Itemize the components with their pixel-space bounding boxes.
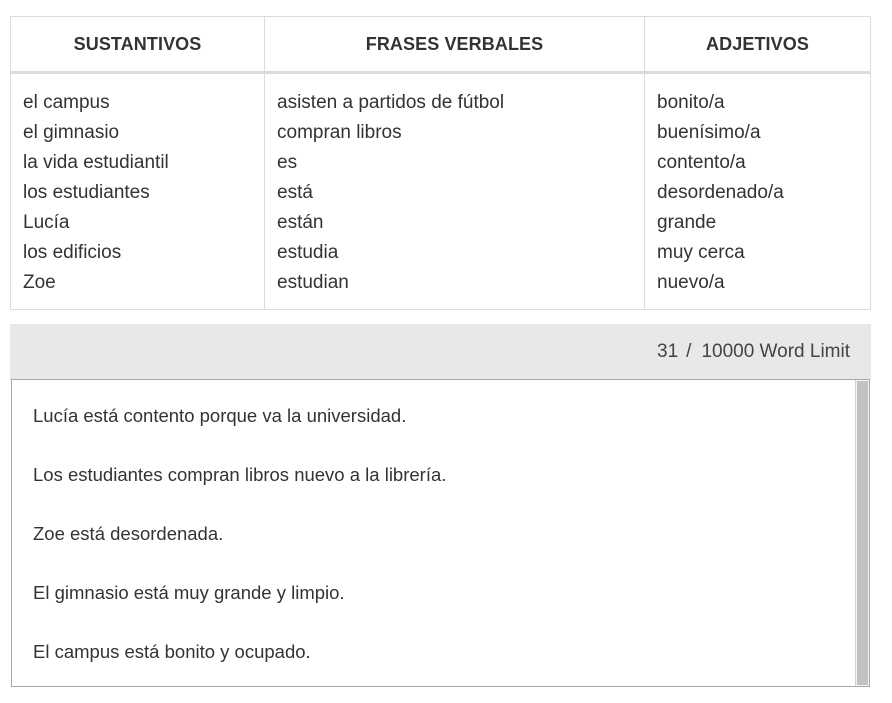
table-cell: los edificios [23,242,122,263]
vocabulary-table [10,16,871,310]
column-adjetivos [645,74,870,309]
editor-scrollbar[interactable] [855,380,869,686]
table-cell: estudian [277,272,349,293]
editor-paragraph[interactable]: Los estudiantes compran libros nuevo a la librería. [33,464,447,485]
editor-paragraph[interactable]: Zoe está desordenada. [33,523,224,544]
editor-paragraph[interactable]: Lucía está contento porque va la universidad. [33,405,407,426]
table-cell: buenísimo/a [657,122,761,143]
table-cell: están [277,212,324,233]
table-cell: contento/a [657,152,746,173]
table-cell: es [277,152,298,173]
table-cell: está [277,182,313,203]
scrollbar-thumb[interactable] [857,381,868,685]
word-limit-bar [10,324,871,380]
editor-paragraph[interactable]: El gimnasio está muy grande y limpio. [33,582,345,603]
table-cell: el campus [23,92,110,113]
table-cell: Zoe [23,272,56,293]
word-limit-label: 10000 Word Limit [701,341,850,362]
header-sustantivos: SUSTANTIVOS [11,17,265,74]
header-frases-verbales: FRASES VERBALES [265,17,645,74]
table-cell: Lucía [23,212,70,233]
response-text-editor[interactable] [11,379,870,687]
table-cell: grande [657,212,717,233]
word-count: 31 [657,341,679,362]
table-cell: desordenado/a [657,182,784,203]
table-cell: los estudiantes [23,182,150,203]
column-sustantivos [11,74,265,309]
table-cell: estudia [277,242,339,263]
header-adjetivos: ADJETIVOS [645,17,870,74]
table-cell: la vida estudiantil [23,152,169,173]
table-cell: el gimnasio [23,122,120,143]
editor-content[interactable] [33,402,839,687]
table-cell: compran libros [277,122,402,143]
editor-paragraph[interactable]: El campus está bonito y ocupado. [33,641,311,662]
word-count-separator: / [686,341,692,362]
table-cell: muy cerca [657,242,745,263]
column-frases-verbales [265,74,645,309]
table-cell: asisten a partidos de fútbol [277,92,505,113]
table-cell: nuevo/a [657,272,725,293]
table-cell: bonito/a [657,92,725,113]
